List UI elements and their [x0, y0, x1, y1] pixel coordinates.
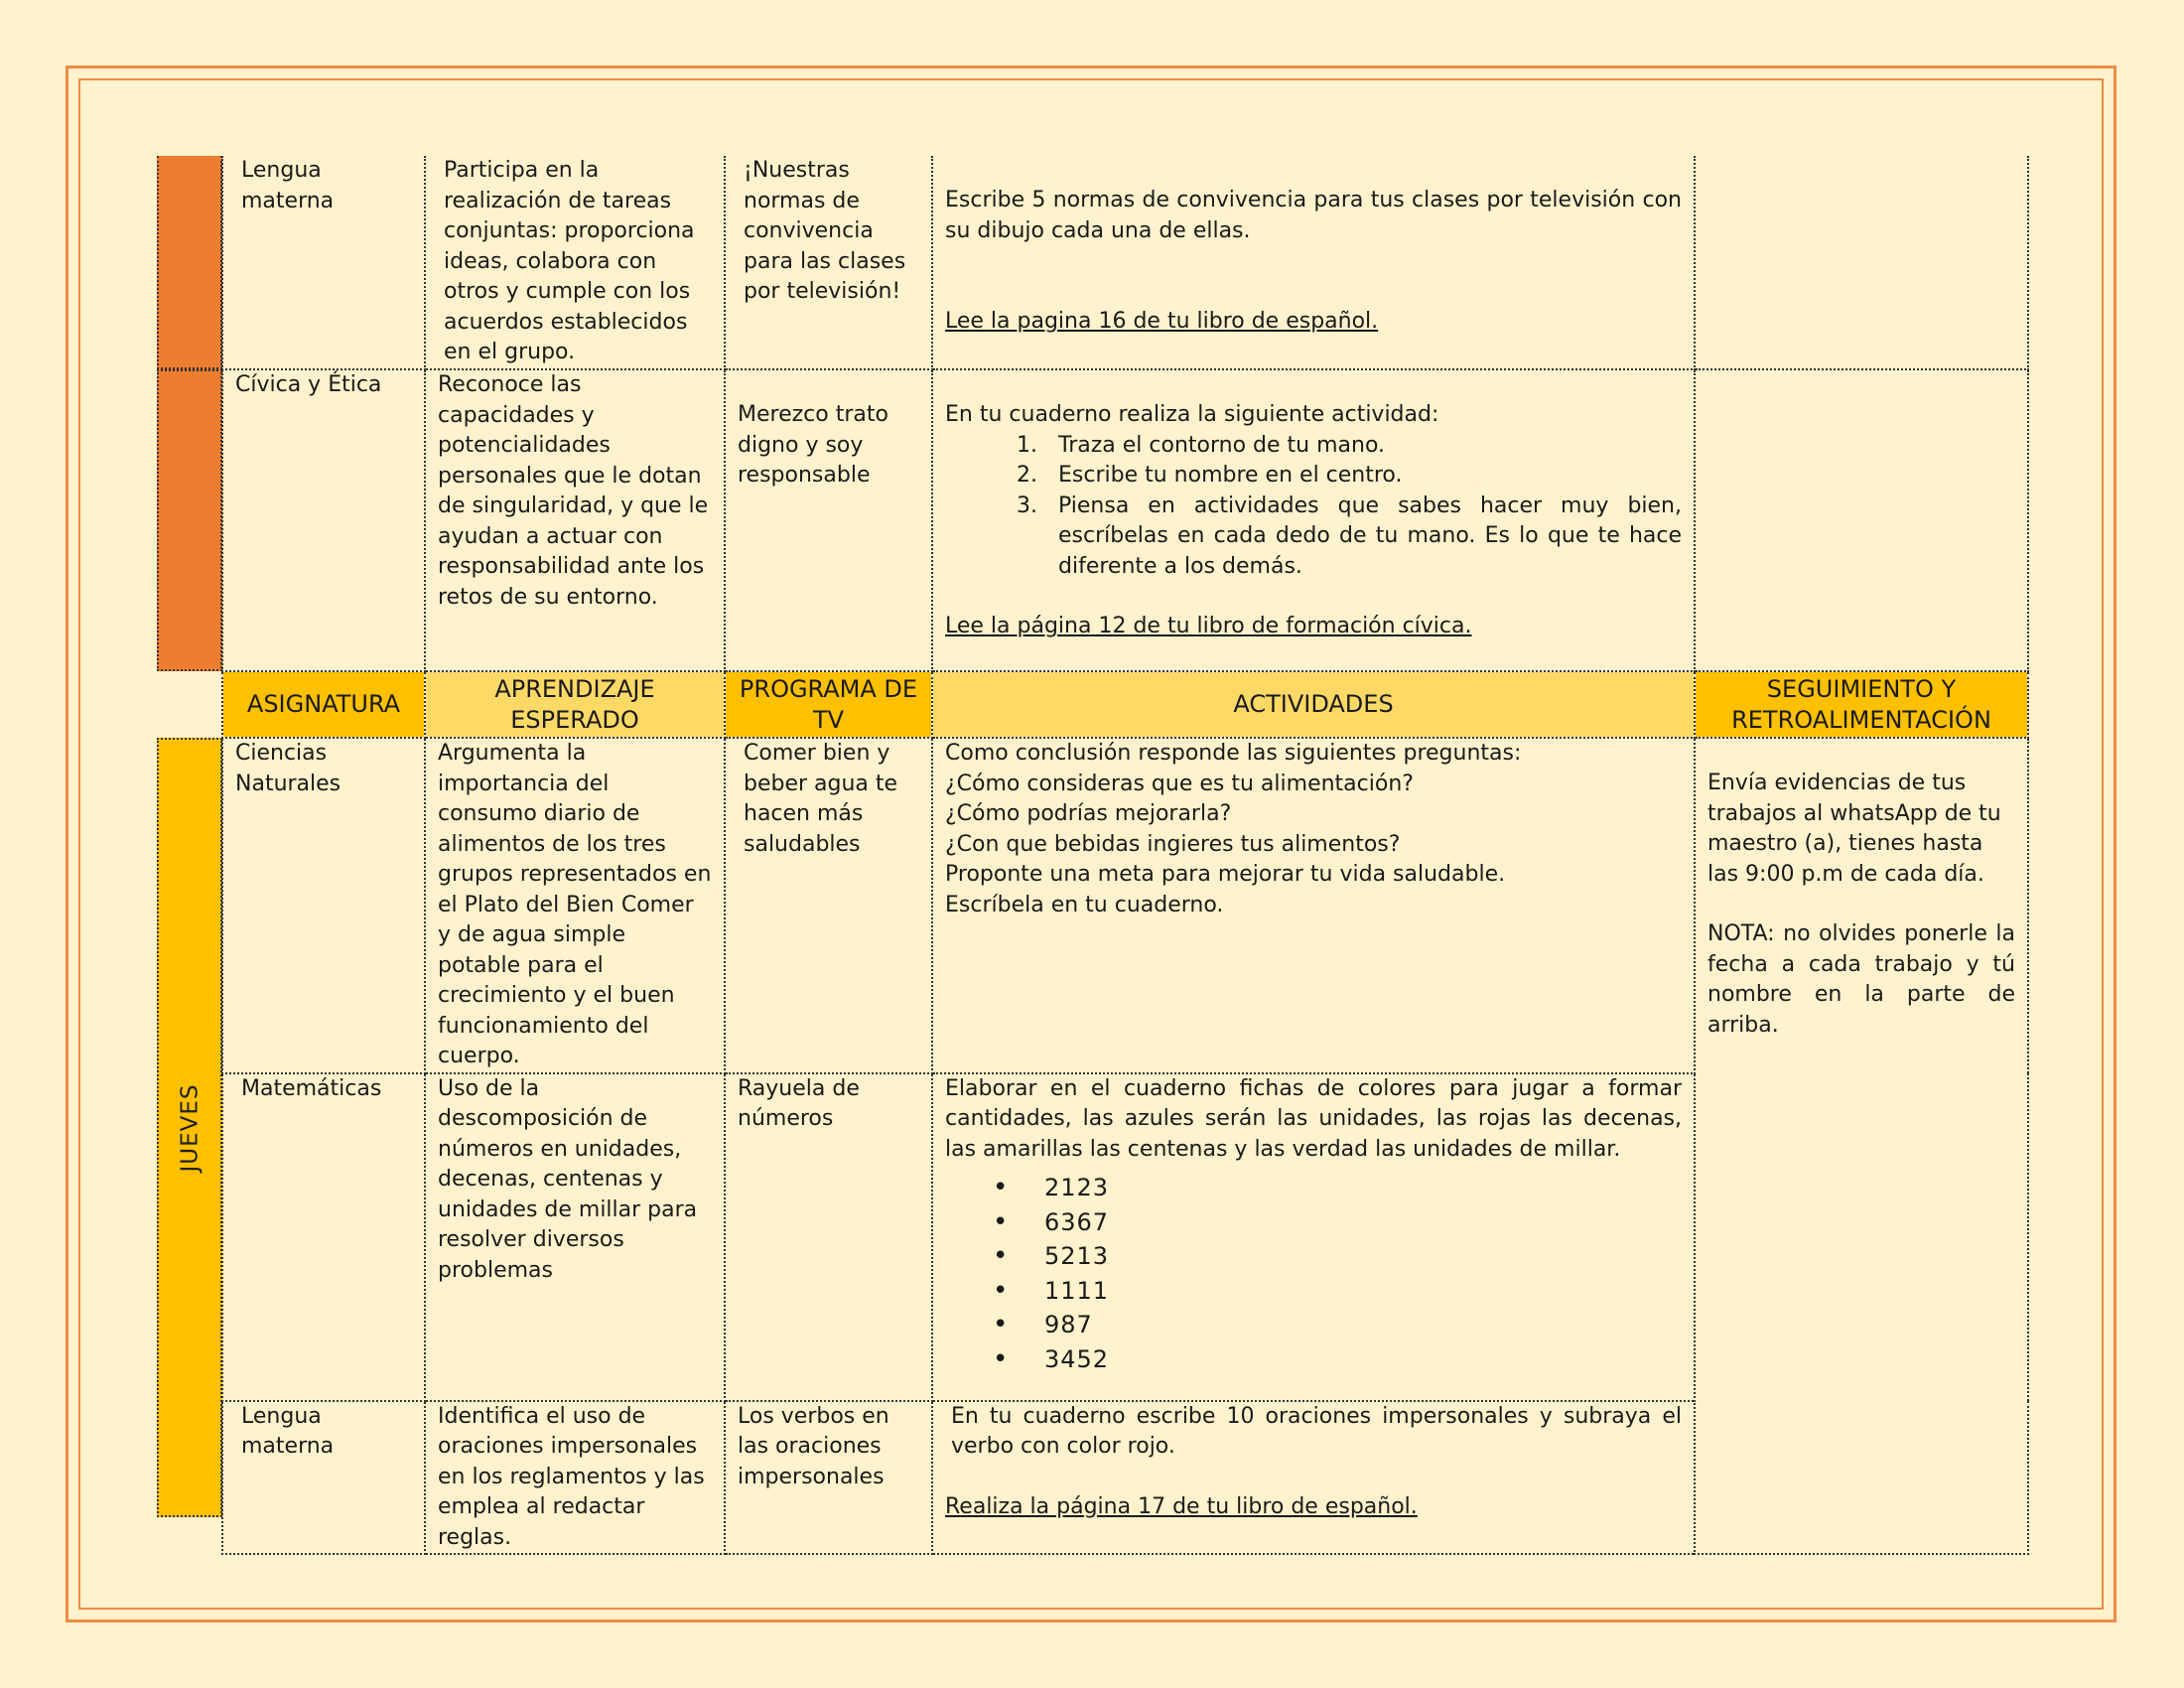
table-row: [222, 369, 2028, 671]
table-row: [222, 156, 2028, 369]
activity-steps: [945, 431, 1682, 583]
activity-line: ¿Cómo consideras que es tu alimentación?: [945, 771, 1414, 796]
activity-line: ¿Con que bebidas ingieres tus alimentos?: [945, 831, 1401, 857]
feedback-note: NOTA: no olvides ponerle la fecha a cada trabajo y tú nombre en la parte de arriba.: [1707, 921, 2015, 1038]
feedback-cell: [1695, 738, 2028, 1554]
activity-line: Proponte una meta para mejorar tu vida saludable.: [945, 862, 1506, 887]
table-row: [222, 738, 2028, 1073]
program-cell: Comer bien y beber agua te hacen más saludables: [725, 738, 932, 1073]
activity-line: ¿Cómo podrías mejorarla?: [945, 801, 1232, 826]
activity-cell: [932, 1401, 1695, 1555]
activity-text: Escribe 5 normas de convivencia para tus clases por televisión con su dibujo cada una de ellas.: [945, 188, 1682, 243]
number-list: [945, 1171, 1682, 1376]
activity-text: Elaborar en el cuaderno fichas de colores para jugar a formar cantidades, las azules serán las unidades, las rojas las decenas, las amarillas las centenas y las verdad las unidades de millar.: [945, 1075, 1682, 1162]
activity-text: En tu cuaderno escribe 10 oraciones impersonales y subraya el verbo con color rojo.: [951, 1403, 1682, 1459]
program-cell: Merezco trato digno y soy responsable: [725, 369, 932, 671]
list-item: • 3452: [1044, 1342, 1682, 1377]
learning-cell: Argumenta la importancia del consumo diario de alimentos de los tres grupos representados en el Plato del Bien Comer y de agua simple potable para el crecimiento y el buen funcionamiento del cuerpo.: [425, 738, 725, 1073]
lesson-plan-table: [221, 156, 2029, 1555]
day-bar-upper-2: [157, 369, 222, 671]
header-program: PROGRAMA DE TV: [725, 671, 932, 738]
day-bar-jueves: [157, 738, 222, 1517]
list-item: • 1111: [1044, 1274, 1682, 1309]
activity-line: Como conclusión responde las siguientes preguntas:: [945, 741, 1522, 766]
header-activities: ACTIVIDADES: [932, 671, 1695, 738]
header-feedback: SEGUIMIENTO Y RETROALIMENTACIÓN: [1695, 671, 2028, 738]
day-label: JUEVES: [177, 1082, 204, 1173]
list-item: • 6367: [1044, 1205, 1682, 1240]
learning-cell: Reconoce las capacidades y potencialidades personales que le dotan de singularidad, y que le ayudan a actuar con responsabilidad ante los retos de su entorno.: [425, 369, 725, 671]
day-bar-upper-1: [157, 156, 222, 369]
learning-cell: Identifica el uso de oraciones impersonales en los reglamentos y las emplea al redactar reglas.: [425, 1401, 725, 1555]
list-item: • 2123: [1044, 1171, 1682, 1205]
subject-cell: Lengua materna: [222, 1401, 425, 1555]
feedback-cell: [1695, 156, 2028, 369]
list-item: 3. Piensa en actividades que sabes hacer muy bien, escríbelas en cada dedo de tu mano. Es lo que te hace diferente a los demás.: [1044, 492, 1682, 583]
header-learning: APRENDIZAJE ESPERADO: [425, 671, 725, 738]
list-item: • 987: [1044, 1308, 1682, 1342]
table-header-row: [222, 671, 2028, 738]
learning-cell: Participa en la realización de tareas conjuntas: proporciona ideas, colabora con otros y cumple con los acuerdos establecidos en el grupo.: [425, 156, 725, 369]
activity-reference: Lee la pagina 16 de tu libro de español.: [945, 309, 1379, 334]
list-item: 1. Traza el contorno de tu mano.: [1044, 431, 1682, 462]
header-subject: ASIGNATURA: [222, 671, 425, 738]
subject-cell: Cívica y Ética: [222, 369, 425, 671]
activity-cell: [932, 738, 1695, 1073]
subject-cell: Ciencias Naturales: [222, 738, 425, 1073]
list-item: • 5213: [1044, 1239, 1682, 1274]
activity-reference: Realiza la página 17 de tu libro de español.: [945, 1493, 1418, 1519]
feedback-cell: [1695, 369, 2028, 671]
activity-reference: Lee la página 12 de tu libro de formación cívica.: [945, 614, 1472, 638]
subject-cell: Lengua materna: [222, 156, 425, 369]
activity-line: Escríbela en tu cuaderno.: [945, 892, 1224, 917]
list-item: 2. Escribe tu nombre en el centro.: [1044, 461, 1682, 492]
activity-cell: [932, 1073, 1695, 1401]
activity-cell: [932, 369, 1695, 671]
program-cell: Los verbos en las oraciones impersonales: [725, 1401, 932, 1555]
activity-intro: En tu cuaderno realiza la siguiente actividad:: [945, 402, 1439, 427]
activity-cell: [932, 156, 1695, 369]
subject-cell: Matemáticas: [222, 1073, 425, 1401]
program-cell: ¡Nuestras normas de convivencia para las clases por televisión!: [725, 156, 932, 369]
learning-cell: Uso de la descomposición de números en unidades, decenas, centenas y unidades de millar para resolver diversos problemas: [425, 1073, 725, 1401]
feedback-text: Envía evidencias de tus trabajos al whatsApp de tu maestro (a), tienes hasta las 9:00 p.m de cada día.: [1707, 771, 2001, 887]
program-cell: Rayuela de números: [725, 1073, 932, 1401]
